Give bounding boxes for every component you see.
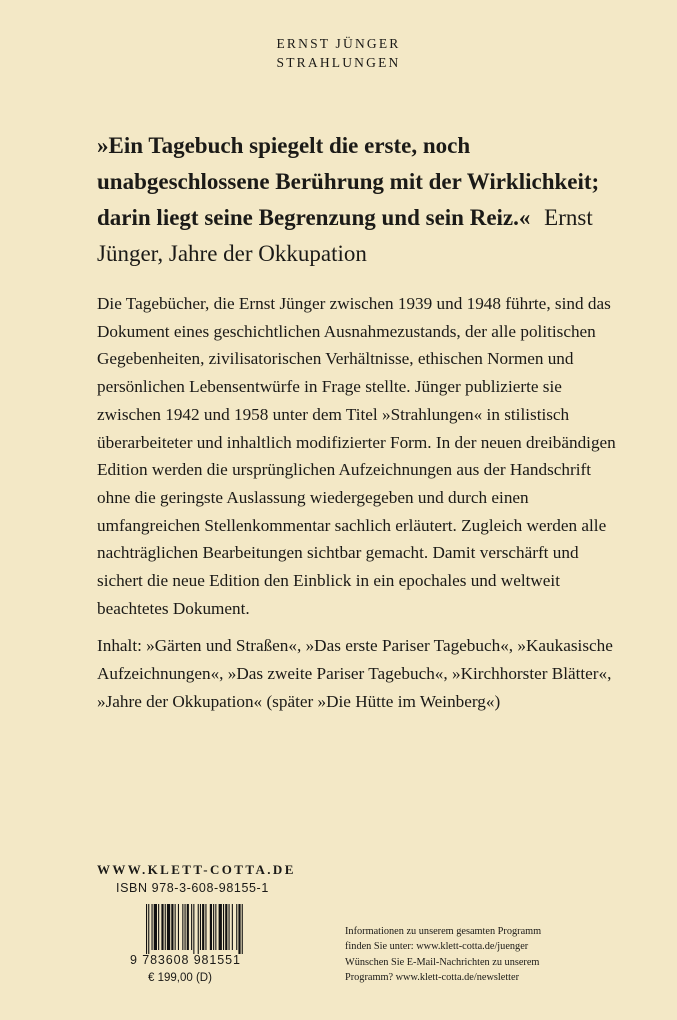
- barcode: [144, 904, 284, 956]
- contents-list: Inhalt: »Gärten und Straßen«, »Das erste Pariser Tagebuch«, »Kaukasische Aufzeichnungen«, »Das zweite Pariser Tagebuch«, »Kirchhorster Blätter«, »Jahre der Okkupation« (später »Die Hütte im Weinberg«): [97, 636, 613, 711]
- book-header: [0, 34, 677, 72]
- info-line: finden Sie unter: www.klett-cotta.de/juenger: [345, 941, 529, 953]
- info-line: Wünschen Sie E-Mail-Nachrichten zu unserem: [345, 956, 540, 968]
- quote-text: »Ein Tagebuch spiegelt die erste, noch unabgeschlossene Berührung mit der Wirklichkeit; darin liegt seine Begrenzung und sein Reiz.«: [97, 133, 600, 230]
- barcode-digits: 9 783608 981551: [130, 953, 241, 967]
- barcode-icon: [144, 904, 284, 956]
- price-label: € 199,00 (D): [148, 972, 212, 984]
- info-line: Programm? www.klett-cotta.de/newsletter: [345, 972, 520, 984]
- blurb-text: [97, 290, 617, 716]
- publisher-url[interactable]: WWW.KLETT-COTTA.DE: [97, 862, 296, 877]
- isbn-number: ISBN 978-3-608-98155-1: [116, 881, 269, 895]
- blurb-body: Die Tagebücher, die Ernst Jünger zwischen 1939 und 1948 führte, sind das Dokument eines geschichtlichen Ausnahmezustands, der alle politischen Gegebenheiten, zivilisatorischen Verhältnisse, ethischen Normen und persönlichen Lebensentwürfe in Frage stellte. Jünger publizierte sie zwischen 1942 und 1958 unter dem Titel »Strahlungen« in stilistisch überarbeiteter und inhaltlich modifizierter Form. In der neuen dreibändigen Edition werden die ursprünglichen Aufzeichnungen aus der Handschrift ohne die geringste Auslassung wiedergegeben und durch einen umfangreichen Stellenkommentar sachlich erläutert. Zugleich werden alle nachträglichen Bearbeitungen sichtbar gemacht. Damit verschärft und sichert die neue Edition den Einblick in ein epochales und weltweit beachtetes Dokument.: [97, 294, 616, 618]
- publisher-info: [345, 924, 605, 986]
- author-name: ERNST JÜNGER: [276, 36, 401, 51]
- book-title: STRAHLUNGEN: [276, 55, 401, 70]
- epigraph-quote: [97, 128, 617, 272]
- info-line: Informationen zu unserem gesamten Programm: [345, 926, 542, 937]
- quote-source: Ernst Jünger, Jahre der Okkupation: [97, 205, 593, 266]
